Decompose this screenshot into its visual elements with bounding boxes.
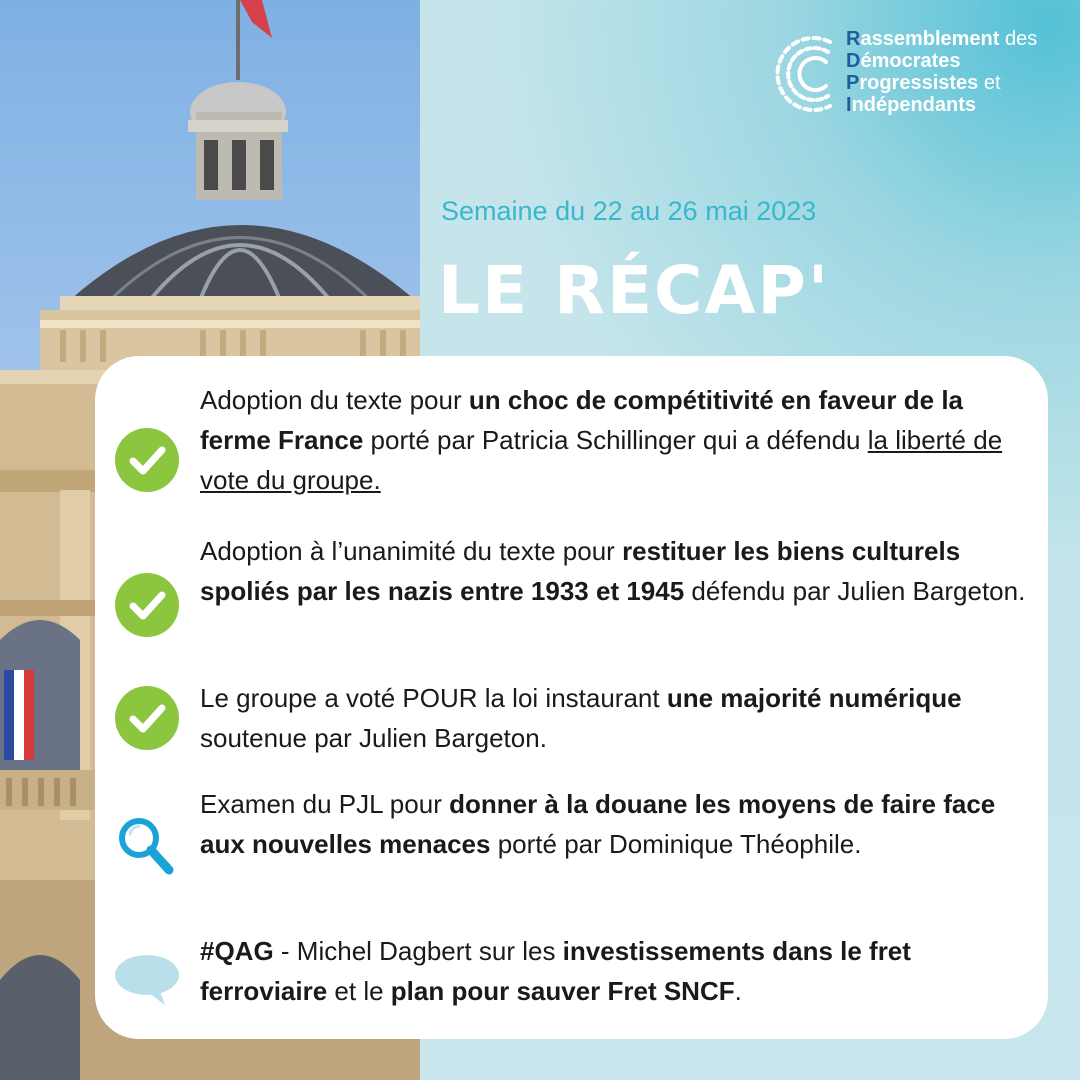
text-plain: Examen du PJL pour — [200, 789, 450, 819]
check-circle-icon — [113, 426, 181, 494]
text-plain: porté par Dominique Théophile. — [490, 829, 862, 859]
page-title: LE RÉCAP' — [438, 252, 831, 329]
text-plain: soutenue par Julien Bargeton. — [200, 723, 547, 753]
magnifier-icon — [113, 812, 181, 880]
logo-initial: R — [846, 28, 861, 50]
text-plain: - Michel Dagbert sur les — [273, 936, 563, 966]
logo-word: ndépendants — [851, 94, 977, 116]
text-highlight: plan pour sauver Fret SNCF — [390, 976, 735, 1006]
speech-bubble-icon — [113, 945, 181, 1013]
hemicycle-logo-icon — [772, 24, 842, 124]
text-hashtag: #QAG — [200, 936, 274, 966]
logo-initial: P — [846, 72, 860, 94]
text-plain: Adoption à l’unanimité du texte pour — [200, 536, 623, 566]
text-underlined: la liberté de vote du groupe. — [200, 425, 1003, 495]
logo-connector: et — [978, 72, 1001, 94]
text-plain: porté par Patricia Schillinger qui a défendu — [363, 425, 868, 455]
text-plain: Adoption du texte pour — [200, 385, 469, 415]
logo-word: assemblement — [860, 28, 1000, 50]
text-plain: défendu par Julien Bargeton. — [684, 576, 1026, 606]
logo-wordmark — [846, 28, 1037, 116]
week-subtitle: Semaine du 22 au 26 mai 2023 — [441, 196, 817, 226]
recap-item-text — [200, 931, 1035, 1011]
text-plain: . — [734, 976, 742, 1006]
logo-initial: I — [846, 94, 852, 116]
logo-initial: D — [846, 50, 861, 72]
text-highlight: restituer les biens culturels spoliés par les nazis entre 1933 et 1945 — [200, 536, 961, 606]
check-circle-icon — [113, 571, 181, 639]
text-highlight: une majorité numérique — [666, 683, 962, 713]
check-circle-icon — [113, 684, 181, 752]
text-highlight: un choc de compétitivité en faveur de la ferme France — [200, 385, 964, 455]
rdpi-logo — [772, 24, 1062, 124]
logo-word: rogressistes — [859, 72, 979, 94]
recap-item-text — [200, 380, 1035, 500]
logo-connector: des — [999, 28, 1038, 50]
recap-item-text — [200, 531, 1035, 611]
text-plain: et le — [327, 976, 391, 1006]
recap-item-text — [200, 784, 1035, 864]
recap-item-text — [200, 678, 1035, 758]
logo-word: émocrates — [860, 50, 961, 72]
text-highlight: donner à la douane les moyens de faire face aux nouvelles menaces — [200, 789, 996, 859]
recap-card — [95, 356, 1048, 1039]
text-highlight: investissements dans le fret ferroviaire — [200, 936, 911, 1006]
text-plain: Le groupe a voté POUR la loi instaurant — [200, 683, 667, 713]
